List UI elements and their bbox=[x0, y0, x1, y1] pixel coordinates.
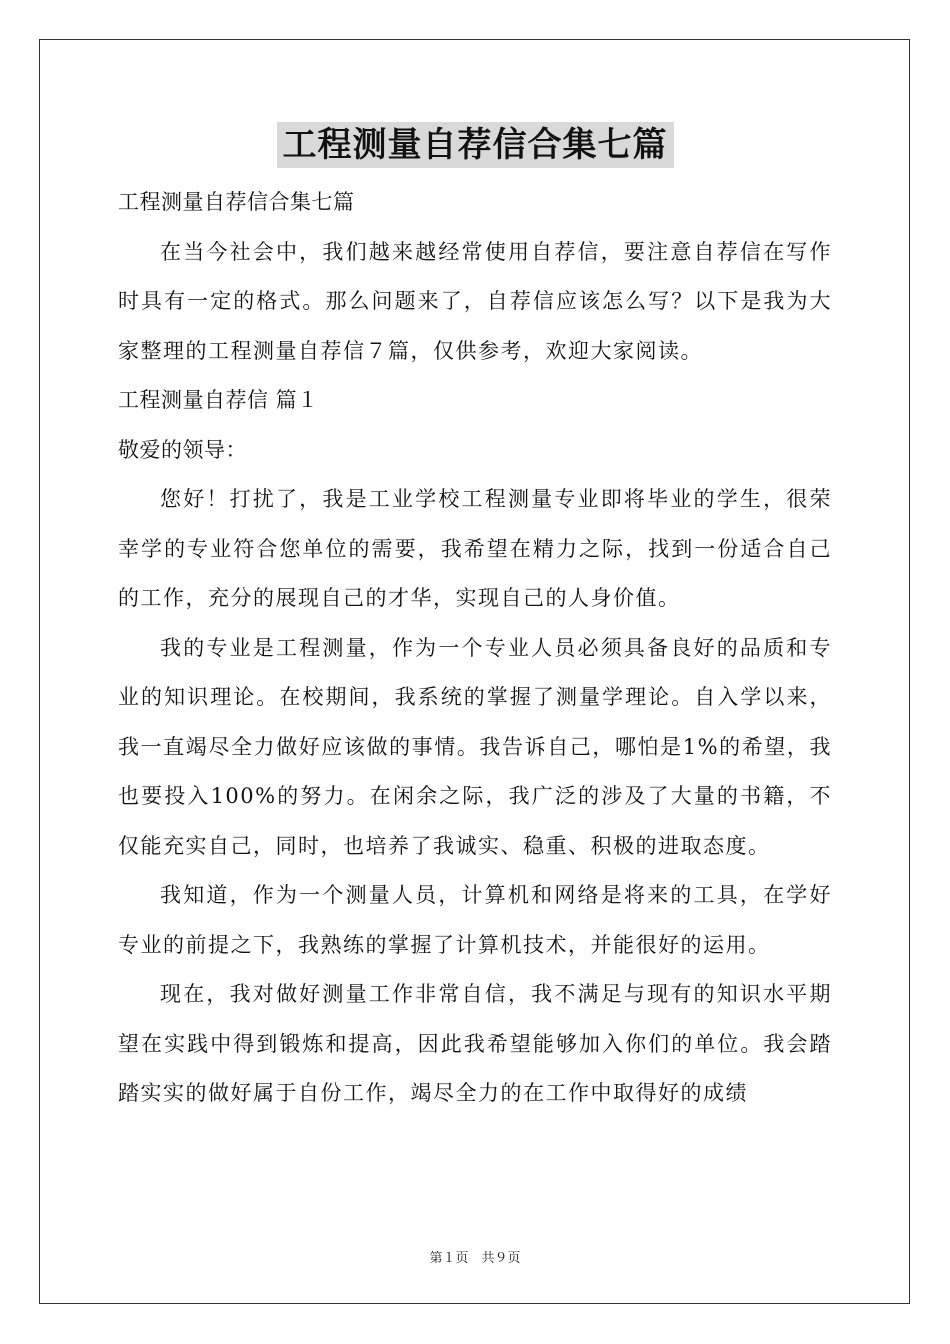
section-heading: 工程测量自荐信 篇１ bbox=[118, 388, 319, 412]
body-paragraph: 我的专业是工程测量，作为一个专业人员必须具备良好的品质和专业的知识理论。在校期间，我系统的掌握了测量学理论。自入学以来，我一直竭尽全力做好应该做的事情。我告诉自己，哪怕是1%的希望，我也要投入100%的努力。在闲余之际，我广泛的涉及了大量的书籍，不仅能充实自己，同时，也培养了我诚实、稳重、积极的进取态度。 bbox=[118, 635, 832, 858]
document-subtitle: 工程测量自荐信合集七篇 bbox=[118, 190, 355, 214]
body-paragraph: 您好！打扰了，我是工业学校工程测量专业即将毕业的学生，很荣幸学的专业符合您单位的需要，我希望在精力之际，找到一份适合自己的工作，充分的展现自己的才华，实现自己的人身价值。 bbox=[118, 487, 832, 610]
intro-paragraph: 在当今社会中，我们越来越经常使用自荐信，要注意自荐信在写作时具有一定的格式。那么问题来了，自荐信应该怎么写？以下是我为大家整理的工程测量自荐信７篇，仅供参考，欢迎大家阅读。 bbox=[118, 239, 832, 363]
page-indicator: 第１页 共９页 bbox=[429, 1251, 521, 1266]
body-paragraph: 现在，我对做好测量工作非常自信，我不满足与现有的知识水平期望在实践中得到锻炼和提高，因此我希望能够加入你们的单位。我会踏踏实实的做好属于自份工作，竭尽全力的在工作中取得好的成绩 bbox=[118, 982, 832, 1105]
page-footer bbox=[0, 1247, 950, 1266]
document-title: 工程测量自荐信合集七篇 bbox=[277, 122, 674, 168]
body-paragraph: 我知道，作为一个测量人员，计算机和网络是将来的工具，在学好专业的前提之下，我熟练的掌握了计算机技术，并能很好的运用。 bbox=[118, 883, 832, 957]
document-body bbox=[118, 178, 832, 1119]
salutation: 敬爱的领导： bbox=[118, 437, 247, 462]
title-container bbox=[0, 122, 950, 168]
